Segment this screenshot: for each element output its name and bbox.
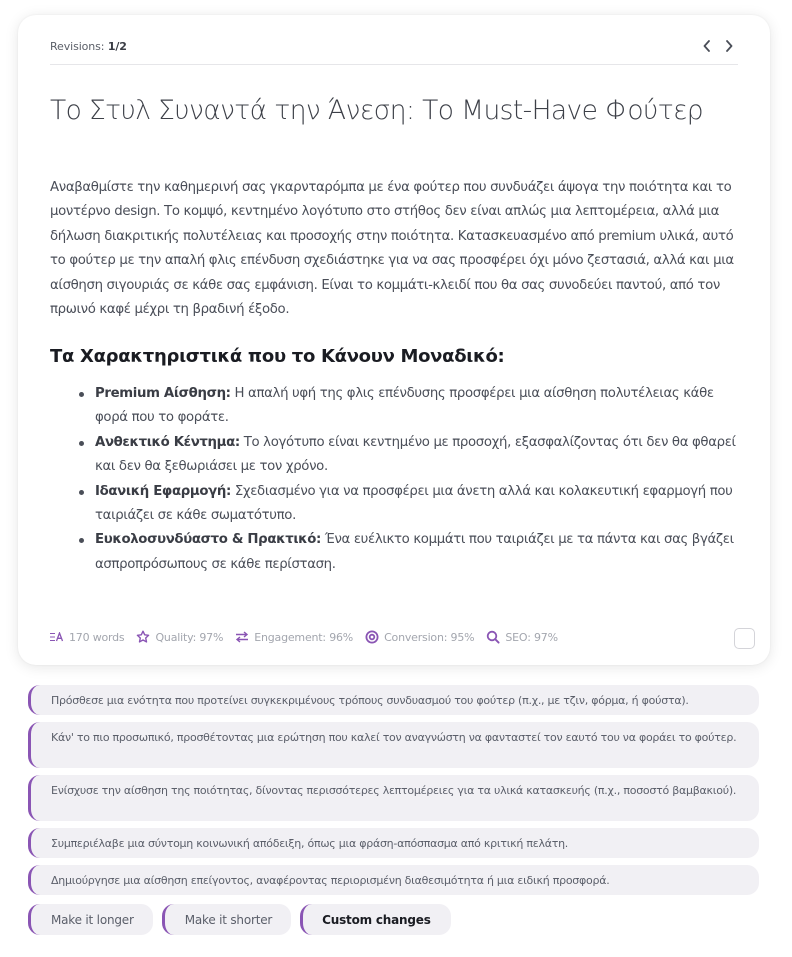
feature-label: Ιδανική Εφαρμογή: [95, 483, 231, 499]
star-icon [136, 630, 150, 644]
suggestion-chip[interactable]: Συμπεριέλαβε μια σύντομη κοινωνική απόδειξη, όπως μια φράση-απόσπασμα από κριτική πελάτη. [28, 828, 759, 858]
article-title: Το Στυλ Συναντά την Άνεση: Το Must-Have Φούτερ [50, 95, 704, 126]
feature-item [76, 382, 746, 431]
text-size-icon [50, 632, 64, 642]
select-revision-checkbox[interactable] [734, 628, 755, 649]
revisions-indicator: Revisions: 1/2 [50, 40, 127, 53]
quality-metric: Quality: 97% [136, 630, 223, 644]
suggestion-chip[interactable]: Πρόσθεσε μια ενότητα που προτείνει συγκεκριμένους τρόπους συνδυασμού του φούτερ (π.χ., με τζιν, φόρμα, ή φούστα). [28, 685, 759, 715]
feature-text: Ένα ευέλικτο κομμάτι που ταιριάζει με τα πάντα και σας βγάζει ασπροπρόσωπους σε κάθε περίσταση. [95, 532, 734, 572]
make-shorter-button[interactable]: Make it shorter [162, 904, 291, 935]
target-icon [365, 630, 379, 644]
next-revision-button[interactable] [722, 37, 736, 55]
feature-label: Ανθεκτικό Κέντημα: [95, 434, 240, 450]
feature-text: Η απαλή υφή της φλις επένδυσης προσφέρει μια αίσθηση πολυτέλειας κάθε φορά που το φοράτε. [95, 386, 714, 426]
content-card [18, 15, 770, 665]
metrics-bar [50, 630, 570, 644]
swap-arrows-icon [235, 631, 249, 643]
revisions-bar [50, 37, 738, 65]
word-count: 170 words [50, 631, 124, 644]
feature-item [76, 431, 746, 480]
revision-count: 1/2 [107, 40, 127, 53]
features-list [76, 382, 746, 577]
suggestion-chip[interactable]: Ενίσχυσε την αίσθηση της ποιότητας, δίνοντας περισσότερες λεπτομέρειες για τα υλικά κατασκευής (π.χ., ποσοστό βαμβακιού). [28, 775, 759, 821]
make-longer-button[interactable]: Make it longer [28, 904, 153, 935]
feature-label: Ευκολοσυνδύαστο & Πρακτικό: [95, 532, 322, 548]
article-intro: Αναβαθμίστε την καθημερινή σας γκαρνταρόμπα με ένα φούτερ που συνδυάζει άψογα την ποιότητα και το μοντέρνο design. Το κομψό, κεντημένο λογότυπο στο στήθος δεν είναι απλώς μια λεπτομέρεια, αλλά μια δήλωση διακριτικής πολυτέλειας και προσοχής στην ποιότητα. Κατασκευασμένο από premium υλικά, αυτό το φούτερ με την απαλή φλις επένδυση σχεδιάστηκε για να σας προσφέρει όχι μόνο ζεστασιά, αλλά και μια αίσθηση σιγουριάς σε κάθε σας εμφάνιση. Είναι το κομμάτι-κλειδί που θα σας συνοδεύει παντού, από τον πρωινό καφέ μέχρι τη βραδινή έξοδο. [50, 180, 734, 318]
seo-metric: SEO: 97% [486, 630, 557, 644]
conversion-metric: Conversion: 95% [365, 630, 474, 644]
previous-revision-button[interactable] [700, 37, 714, 55]
feature-item [76, 480, 746, 529]
feature-text: Το λογότυπο είναι κεντημένο με προσοχή, εξασφαλίζοντας ότι δεν θα φθαρεί και δεν θα ξεθωριάσει με τον χρόνο. [95, 434, 736, 475]
features-heading: Τα Χαρακτηριστικά που το Κάνουν Μοναδικό: [50, 346, 505, 367]
suggestion-chip[interactable]: Κάν' το πιο προσωπικό, προσθέτοντας μια ερώτηση που καλεί τον αναγνώστη να φανταστεί τον εαυτό του να φοράει το φούτερ. [28, 722, 759, 768]
feature-label: Premium Αίσθηση: [95, 386, 231, 401]
chevron-right-icon [724, 40, 734, 52]
action-buttons [28, 904, 451, 935]
feature-text: Σχεδιασμένο για να προσφέρει μια άνετη αλλά και κολακευτική εφαρμογή που ταιριάζει σε κάθε σωματότυπο. [95, 483, 733, 524]
suggestion-chip[interactable]: Δημιούργησε μια αίσθηση επείγοντος, αναφέροντας περιορισμένη διαθεσιμότητα ή μια ειδική προσφορά. [28, 865, 759, 895]
custom-changes-button[interactable]: Custom changes [300, 904, 451, 935]
feature-item [76, 528, 746, 577]
revision-navigation [700, 37, 736, 55]
suggestions-list [28, 685, 759, 902]
engagement-metric: Engagement: 96% [235, 631, 353, 644]
chevron-left-icon [702, 40, 712, 52]
search-icon [486, 630, 500, 644]
